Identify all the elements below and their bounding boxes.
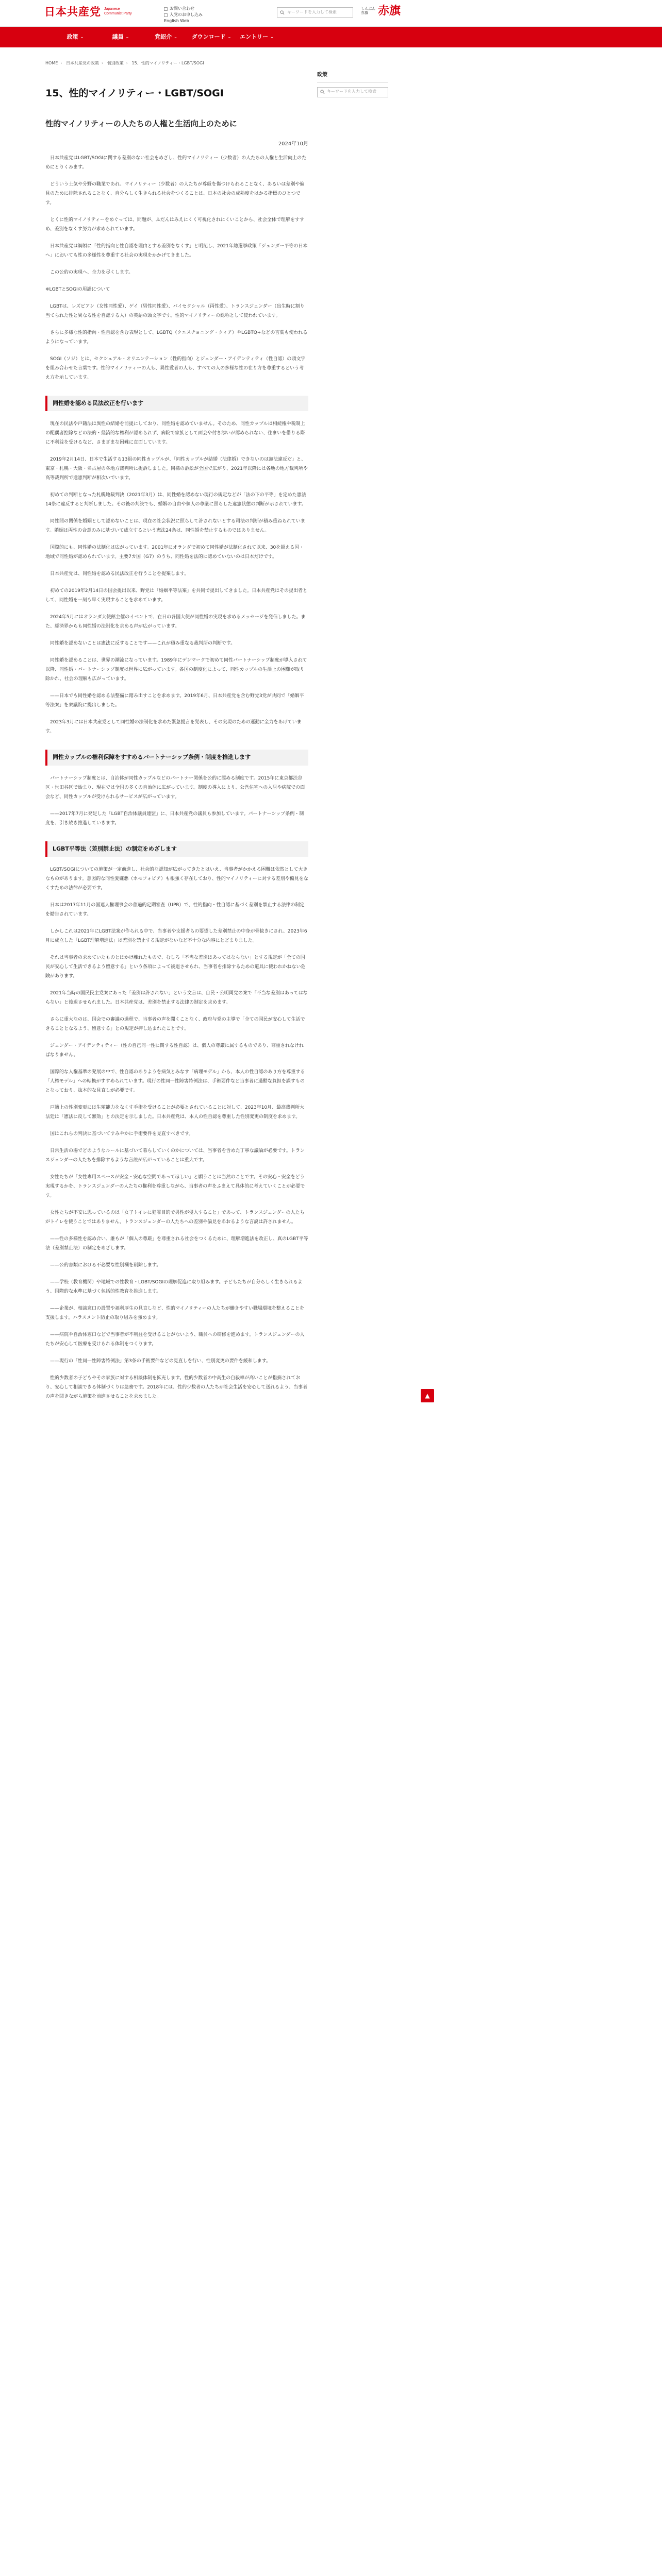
breadcrumb-separator: › (60, 61, 62, 65)
logo-english (104, 7, 132, 16)
chevron-down-icon: ⌄ (80, 34, 84, 39)
nav-item-label: 議員 (112, 33, 124, 40)
logo-english-line2: Communist Party (104, 11, 132, 15)
breadcrumb (45, 60, 204, 67)
nav-item-label: エントリー (240, 33, 269, 40)
nav-item-members[interactable] (98, 27, 143, 47)
section-paragraph: それは当事者の求めていたものとはかけ離れたもので、むしろ「不当な差別はあってはならない」とする規定が「全ての国民が安心して生活できるよう留意する」という条項によって後退させられ、当事者を排除するための道具に使われかねない危険があります。 (45, 955, 306, 979)
article-paragraph: 日本共産党は綱領に「性的指向と性自認を理由とする差別をなくす」と明記し、2021年総選挙政策「ジェンダー平等の日本へ」においても性の多様性を尊重する社会の実現をかかげてきました。 (45, 243, 308, 258)
section-paragraph: 女性たちが不安に思っているのは「女子トイレに犯罪目的で男性が侵入すること」であって、トランスジェンダーの人たちがトイレを使うことではありません。トランスジェンダーの人たちへの差別や偏見をあおるような言説は許されません。 (45, 1210, 305, 1225)
article-subtitle: 性的マイノリティーの人たちの人権と生活向上のために (45, 118, 237, 128)
article-paragraph: ※LGBTとSOGIの用語について (45, 286, 110, 292)
site-logo[interactable] (44, 6, 132, 17)
article-paragraph: さらに多様な性的指向・性自認を含む表現として、LGBTQ（クエスチョニング・クィア）やLGBTQ+などの言葉も使われるようになっています。 (45, 330, 308, 345)
section-paragraph: 2023年3月には日本共産党として同性婚の法制化を求めた緊急提言を発表し、その実現のための運動に全力をあげています。 (45, 720, 302, 735)
section-paragraph: 同性婚を認めないことは憲法に反することです——これが積み重なる裁判所の判断です。 (50, 641, 236, 647)
section-paragraph: 日本共産党は、同性婚を認める民法改正を行うことを提案します。 (50, 571, 189, 577)
square-icon (164, 13, 168, 17)
akahata-link[interactable] (361, 5, 401, 16)
section-paragraph: パートナーシップ制度とは、自治体が同性カップルなどのパートナー関係を公的に認める制度です。2015年に東京都渋谷区・世田谷区で始まり、現在では全国の多くの自治体に広がっています。制度の導入により、公営住宅への入居や病院での面会など、同性カップルが受けられるサービスが広がっています。 (45, 775, 305, 800)
search-icon (280, 10, 285, 15)
header-search-placeholder: キーワードを入力して検索 (287, 9, 337, 14)
section-paragraph: 国はこれらの判決に基づいてすみやかに手術要件を見直すべきです。 (50, 1131, 194, 1137)
article-paragraph: この公約の実現へ、全力を尽くします。 (50, 269, 134, 275)
breadcrumb-separator: › (126, 61, 128, 65)
logo-english-line1: Japanese (104, 7, 120, 11)
join-link-label: 入党のお申し込み (170, 12, 203, 17)
article-date: 2024年10月 (278, 141, 308, 147)
section-paragraph: 初めての2019年2月14日の国会提出以来、野党は「婚姻平等法案」を共同で提出してきました。日本共産党はその提出者として、同性婚を一刻も早く実現することを求めています。 (45, 588, 308, 603)
section-paragraph: ——2017年7月に発足した「LGBT自治体議員連盟」に、日本共産党の議員も参加しています。パートナーシップ条例・制度を、引き続き推進していきます。 (45, 811, 304, 826)
section-paragraph: ジェンダー・アイデンティティー（性の自己同一性に関する性自認）は、個人の尊厳に属するものであり、尊重されなければなりません。 (45, 1043, 304, 1058)
section-paragraph: 初めての判断となった札幌地裁判決（2021年3月）は、同性婚を認めない現行の規定などが「法の下の平等」を定めた憲法14条に違反すると判断しました。その後の判決でも、婚姻の自由や個人の尊厳に照らした違憲状態の判断が示されています。 (45, 493, 306, 507)
article-intro (45, 154, 308, 382)
section-paragraph: しかしこれは2021年にLGBT法案が作られる中で、当事者や支援者らの要望した差別禁止の中身が骨抜きにされ、2023年6月に成立した「LGBT理解増進法」は差別を禁止する規定がないなど不十分な内容にとどまりました。 (45, 929, 307, 944)
sidebar-search-placeholder: キーワードを入力して検索 (327, 89, 376, 94)
section-paragraph: 現在の民法や戸籍法は異性の結婚を前提にしており、同性婚を認めていません。そのため、同性カップルは相続権や税制上の配偶者控除などの法的・経済的な権利が認められず、病院で家族として面会や付き添いが認められない、住まいを借りる際に不利益を受けるなど、さまざまな困難に直面しています。 (45, 421, 305, 446)
section-paragraph: 2021年当時の国民民主党案にあった「差別は許されない」という文言は、自民・公明両党の案で「不当な差別はあってはならない」と後退させられました。日本共産党は、差別を禁止する法律の制定を求めます。 (45, 991, 308, 1006)
section-paragraph: ——公的書類における不必要な性別欄を削除します。 (50, 1263, 161, 1268)
section-paragraph: ——企業が、相談窓口の設置や福利厚生の見直しなど、性的マイノリティーの人たちが働きやすい職場環境を整えることを支援します。ハラスメント防止の取り組みを強めます。 (45, 1306, 305, 1321)
section-paragraph: 2024年5月にはオランダ大使館主催のイベントで、在日の各国大使が同性婚の実現を求めるメッセージを発信しました。また、経済界からも同性婚の法制化を求める声が広がっています。 (45, 615, 306, 630)
akahata-logo: 赤旗 (378, 4, 401, 18)
akahata-small-line2: 赤旗 (361, 11, 368, 15)
chevron-down-icon: ⌄ (174, 34, 177, 39)
breadcrumb-individual[interactable]: 個別政策 (107, 61, 124, 65)
section-paragraph: ——日本でも同性婚を認める法整備に踏み出すことを求めます。2019年6月、日本共産党を含む野党3党が共同で「婚姻平等法案」を衆議院に提出しました。 (45, 693, 304, 708)
nav-item-about[interactable] (143, 27, 189, 47)
section-paragraph: 日常生活の場でどのようなルールに基づいて暮らしていくのかについては、当事者を含めた丁寧な議論が必要です。トランスジェンダーの人たちを排除するような言説が広がっていることは重大です。 (45, 1148, 305, 1163)
header-links (164, 6, 203, 24)
chevron-down-icon: ⌄ (125, 34, 129, 39)
section-paragraph: ——病院や自治体窓口などで当事者が不利益を受けることがないよう、職員への研修を進めます。トランスジェンダーの人たちが安心して医療を受けられる体制をつくります。 (45, 1332, 305, 1347)
section-paragraph: 戸籍上の性別変更には生殖能力をなくす手術を受けることが必要とされていることに対して、2023年10月、最高裁判所大法廷は「憲法に反して無効」との決定を示しました。日本共産党は、本人の性自認を尊重した性別変更の制度を求めます。 (45, 1105, 305, 1120)
contact-link[interactable] (164, 6, 203, 12)
sidebar (317, 71, 388, 97)
sidebar-title: 政策 (317, 71, 388, 83)
section-paragraph: 性的少数者の子どもやその家族に対する相談体制を拡充します。性的少数者の中高生の自殺率が高いことが指摘されており、安心して相談できる体制づくりは急務です。2018年には、性的少数者の人たちが社会生活を安心して送れるよう、当事者の声を聞きながら施策を前進させることを求めました。 (45, 1376, 308, 1400)
section-heading: LGBT平等法（差別禁止法）の制定をめざします (45, 841, 308, 857)
sidebar-search-input[interactable] (317, 87, 388, 97)
chevron-down-icon: ⌄ (270, 34, 274, 39)
article-paragraph: どういう士気や分野の職業であれ、マイノリティー（少数者）の人たちが尊厳を傷つけられることなく、あるいは差別や偏見のために排除されることなく、自分らしく生きられる社会をつくることは、日本の社会の成熟度をはかる指標のひとつです。 (45, 181, 305, 206)
article-paragraph: SOGI（ソジ）とは、セクシュアル・オリエンテーション（性的指向）とジェンダー・アイデンティティ（性自認）の頭文字を組み合わせた言葉です。性的マイノリティーの人も、異性愛者の人も、すべての人の多様な性の在り方を尊重するという考え方を示しています。 (45, 356, 306, 380)
akahata-small-text (361, 7, 375, 15)
section-paragraph: 日本は2017年11月の国連人権理事会の普遍的定期審査（UPR）で、性的指向・性自認に基づく差別を禁止する法律の制定を勧告されています。 (45, 903, 305, 918)
article-paragraph: LGBTは、レズビアン（女性同性愛）、ゲイ（男性同性愛）、バイセクシャル（両性愛）、トランスジェンダー（出生時に割り当てられた性と異なる性を自認する人）の英語の頭文字です。性的マイノリティーの総称として使われています。 (45, 303, 305, 318)
section-paragraph: LGBT/SOGIについての施策が一定前進し、社会的な認知が広がってきたとはいえ、当事者がかかえる困難は依然として大きなものがあります。意図的な同性愛嫌悪（ホモフォビア）も根強く存在しており、性的マイノリティーに対する差別や偏見をなくすための法律が必要です。 (45, 867, 308, 891)
akahata-small-line1: しんぶん (361, 6, 375, 11)
section-paragraph: 2019年2月14日、日本で生活する13組の同性カップルが、「同性カップルが結婚（法律婚）できないのは憲法違反だ」と、東京・札幌・大阪・名古屋の各地方裁判所に提訴しました。同様の訴訟が全国で広がり、2021年以降には各地の地方裁判所や高等裁判所で違憲判断が相次いでいます。 (45, 457, 308, 481)
nav-item-label: 政策 (67, 33, 78, 40)
section-paragraph: さらに重大なのは、国会での審議の過程で、当事者の声を聞くことなく、政府与党の主導で「全ての国民が安心して生活できることとなるよう、留意する」との規定が押し込まれたことです。 (45, 1017, 305, 1032)
article-sections (45, 396, 308, 1402)
english-link-label: English Web (164, 19, 189, 23)
header-search-input[interactable] (277, 7, 353, 18)
back-to-top-button[interactable] (421, 1389, 434, 1402)
section-paragraph: ——学校（教育機関）や地域での性教育・LGBT/SOGIの理解促進に取り組みます。子どもたちが自分らしく生きられるよう、国際的な水準に基づく包括的性教育を推進します。 (45, 1280, 303, 1295)
section-paragraph: 国際的な人権基準の発展の中で、性自認のありようを病気とみなす「病理モデル」から、本人の性自認のあり方を尊重する「人権モデル」への転換がすすめられています。現行の性同一性障害特例法は、手術要件など当事者に過酷な負担を課すものとなっており、抜本的な見直しが必要です。 (45, 1070, 305, 1094)
square-icon (164, 7, 168, 11)
section-paragraph: 同性婚を認めることは、世界の潮流になっています。1989年にデンマークで初めて同性パートナーシップ制度が導入されて以降、同性婚・パートナーシップ制度は世界に広がっています。各国の制度化によって、同性カップルの生活上の困難が取り除かれ、社会の理解も広がっています。 (45, 658, 307, 682)
article (45, 87, 308, 1409)
join-link[interactable] (164, 12, 203, 18)
main-nav (0, 27, 662, 47)
arrow-up-icon: ▲ (425, 1392, 430, 1399)
page-title: 15、性的マイノリティー・LGBT/SOGI (45, 88, 224, 99)
nav-item-download[interactable] (189, 27, 234, 47)
article-paragraph: とくに性的マイノリティーをめぐっては、問題が、ふだんはみえにくく可視化されにくいことから、社会全体で理解をすすめ、差別をなくす努力が求められています。 (45, 217, 304, 232)
nav-item-policy[interactable] (53, 27, 98, 47)
english-link[interactable] (164, 18, 203, 24)
site-header (0, 0, 662, 27)
section-paragraph: 国際的にも、同性婚の法制化は広がっています。2001年にオランダで初めて同性婚が法制化されて以来、30を超える国・地域で同性婚が認められています。主要7カ国（G7）のうち、同性婚を法的に認めていないのは日本だけです。 (45, 545, 304, 560)
section-heading: 同性カップルの権利保障をすすめるパートナーシップ条例・制度を推進します (45, 750, 308, 766)
section-heading: 同性婚を認める民法改正を行います (45, 396, 308, 412)
section-paragraph: ——現行の「性同一性障害特例法」第3条の手術要件などの見直しを行い、性別変更の要件を緩和します。 (50, 1359, 271, 1364)
logo-text: 日本共産党 (44, 5, 101, 18)
nav-item-entry[interactable] (234, 27, 279, 47)
breadcrumb-policy[interactable]: 日本共産党の政策 (66, 61, 100, 65)
breadcrumb-home[interactable]: HOME (45, 61, 58, 65)
search-icon (320, 90, 325, 94)
chevron-down-icon: ⌄ (227, 34, 231, 39)
section-paragraph: 女性たちが「女性専用スペースが安全・安心な空間であってほしい」と願うことは当然のことです。その安心・安全をどう実現するかを、トランスジェンダーの人たちの権利を尊重しながら、当事者の声をふまえて具体的に考えていくことが必要です。 (45, 1175, 305, 1199)
nav-item-label: ダウンロード (191, 33, 226, 40)
contact-link-label: お問い合わせ (170, 6, 194, 11)
breadcrumb-current: 15、性的マイノリティー・LGBT/SOGI (131, 61, 204, 65)
nav-item-label: 党紹介 (155, 33, 172, 40)
breadcrumb-separator: › (102, 61, 104, 65)
section-paragraph: 同性間の関係を婚姻として認めないことは、現在の社会状況に照らして許されないとする司法の判断が積み重ねられています。婚姻は両性の合意のみに基づいて成立するという憲法24条は、同性婚を禁止するものではありません。 (45, 519, 306, 534)
section-paragraph: ——性の多様性を認め合い、誰もが「個人の尊厳」を尊重される社会をつくるために、理解増進法を改正し、真のLGBT平等法（差別禁止法）の制定をめざします。 (45, 1236, 308, 1251)
article-paragraph: 日本共産党はLGBT/SOGIに関する差別のない社会をめざし、性的マイノリティー（少数者）の人たちの人権と生活向上のためにとりくみます。 (45, 155, 307, 170)
